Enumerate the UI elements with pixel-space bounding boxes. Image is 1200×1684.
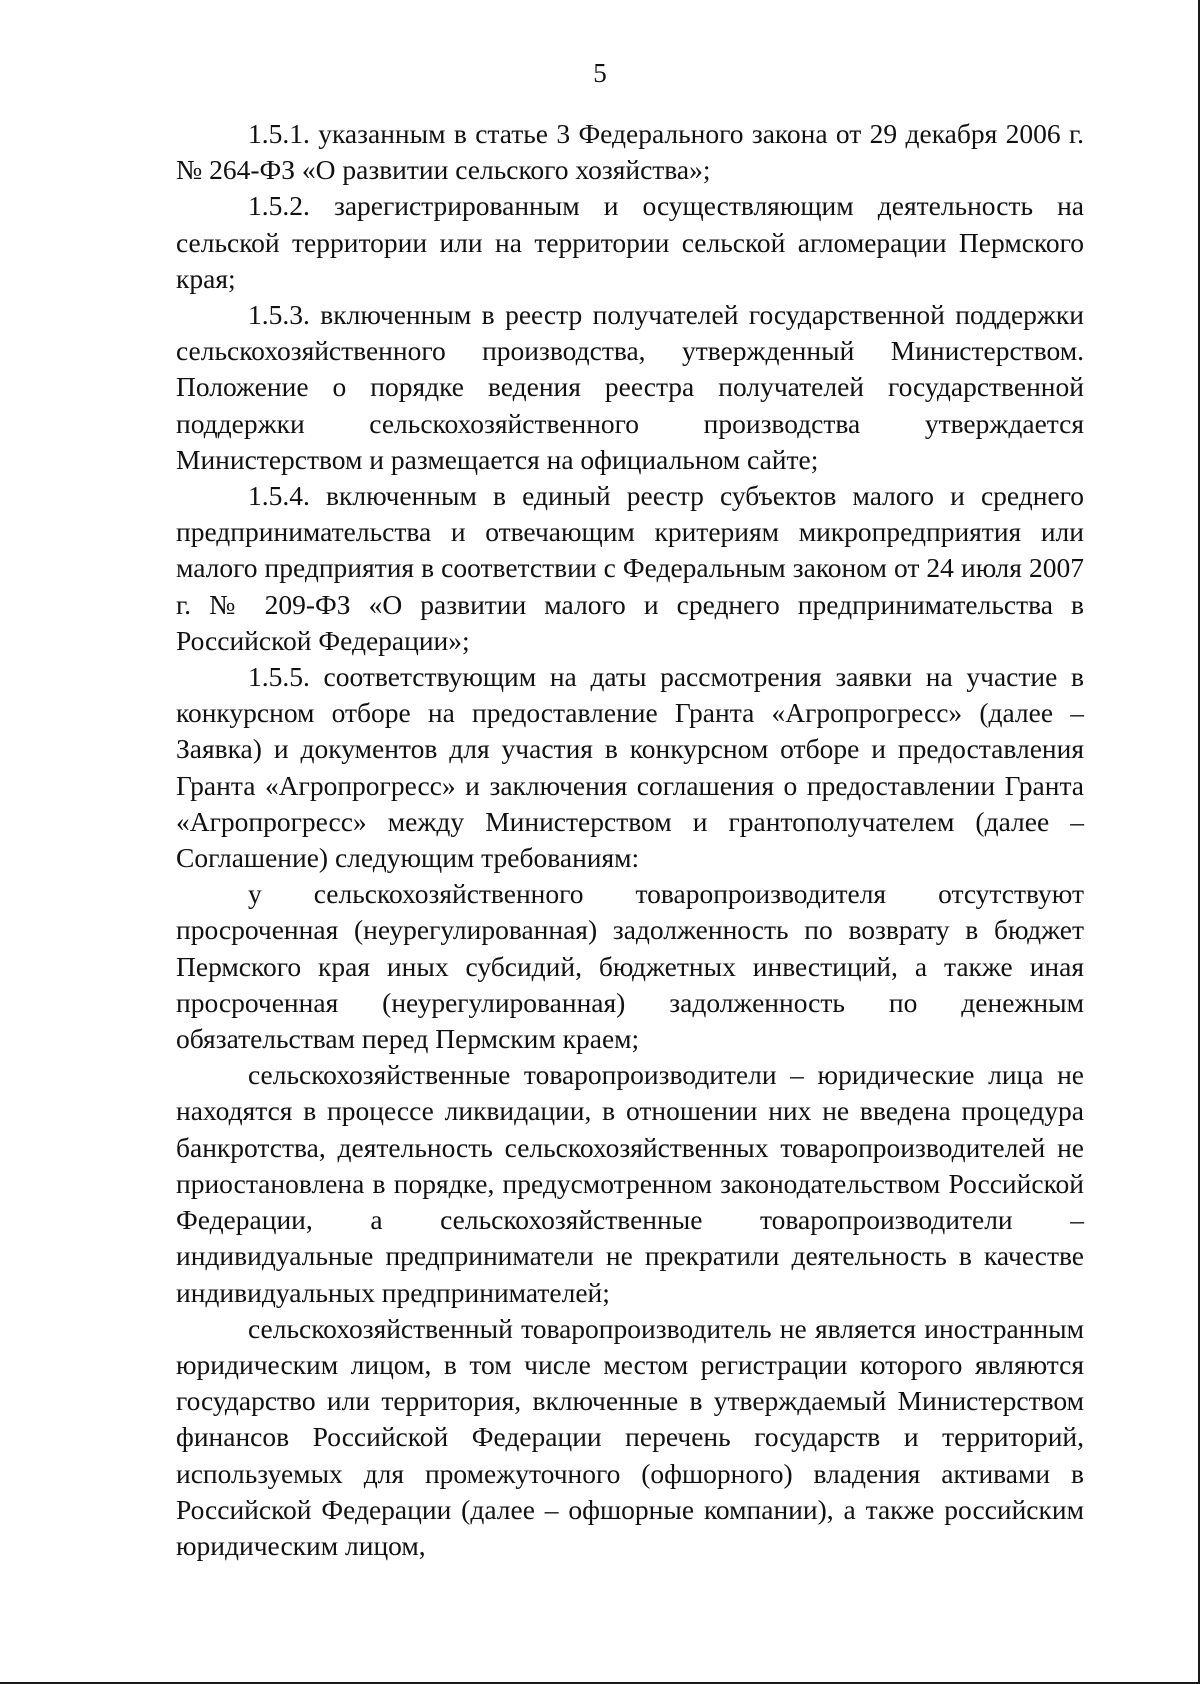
paragraph-1-5-2: 1.5.2. зарегистрированным и осуществляющим деятельность на сельской территории или на территории сельской агломерации Пермского края; xyxy=(176,190,1084,294)
requirement-not-foreign-entity: сельскохозяйственный товаропроизводитель не является иностранным юридическим лицом, в том числе местом регистрации которого являются государство или территория, включенные в утверждаемый Министерством финансов Российской Федерации перечень государств и территорий, используемых для промежуточного (офшорного) владения активами в Российской Федерации (далее – офшорные компании), а также российским юридическим лицом, xyxy=(176,1312,1084,1561)
paragraph-1-5-5: 1.5.5. соответствующим на даты рассмотрения заявки на участие в конкурсном отборе на предоставление Гранта «Агропрогресс» (далее – Заявка) и документов для участия в конкурсном отборе и предоставления Гранта «Агропрогресс» и заключения соглашения о предоставлении Гранта «Агропрогресс» между Министерством и грантополучателем (далее – Соглашение) следующим требованиям: xyxy=(176,661,1084,874)
document-body xyxy=(176,116,1084,1564)
requirement-no-overdue-debt: у сельскохозяйственного товаропроизводителя отсутствуют просроченная (неурегулированная) задолженность по возврату в бюджет Пермского края иных субсидий, бюджетных инвестиций, а также иная просроченная (неурегулированная) задолженность по денежным обязательствам перед Пермским краем; xyxy=(176,878,1084,1055)
paragraph-1-5-4: 1.5.4. включенным в единый реестр субъектов малого и среднего предпринимательства и отвечающим критериям микропредприятия или малого предприятия в соответствии с Федеральным законом от 24 июля 2007 г. № 209-ФЗ «О развитии малого и среднего предпринимательства в Российской Федерации»; xyxy=(176,480,1084,656)
requirement-not-in-liquidation: сельскохозяйственные товаропроизводители – юридические лица не находятся в процессе ликвидации, в отношении них не введена процедура банкротства, деятельность сельскохозяйственных товаропроизводителей не приостановлена в порядке, предусмотренном законодательством Российской Федерации, а сельскохозяйственные товаропроизводители – индивидуальные предприниматели не прекратили деятельность в качестве индивидуальных предпринимателей; xyxy=(176,1059,1084,1308)
paragraph-1-5-3: 1.5.3. включенным в реестр получателей государственной поддержки сельскохозяйственного производства, утвержденный Министерством. Положение о порядке ведения реестра получателей государственной поддержки сельскохозяйственного производства утверждается Министерством и размещается на официальном сайте; xyxy=(176,299,1084,475)
paragraph-1-5-1: 1.5.1. указанным в статье 3 Федерального закона от 29 декабря 2006 г. № 264-ФЗ «О развитии сельского хозяйства»; xyxy=(176,118,1084,186)
page-number: 5 xyxy=(593,58,607,88)
